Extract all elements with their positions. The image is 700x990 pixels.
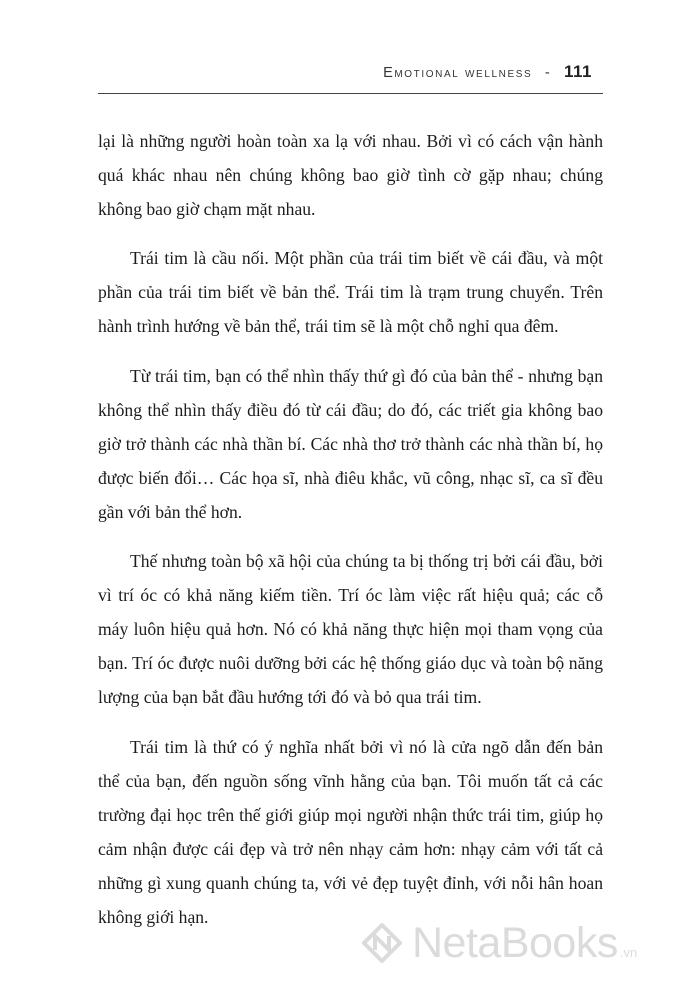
paragraph-2: Trái tim là cầu nối. Một phần của trái tim biết về cái đầu, và một phần của trái tim biết về bản thể. Trái tim là trạm trung chuyển. Trên hành trình hướng về bản thể, trái tim sẽ là một chỗ nghỉ qua đêm. [98, 248, 603, 337]
paragraph-5: Trái tim là thứ có ý nghĩa nhất bởi vì nó là cửa ngõ dẫn đến bản thể của bạn, đến nguồn sống vĩnh hằng của bạn. Tôi muốn tất cả các trường đại học trên thế giới giúp mọi người nhận thức trái tim, giúp họ cảm nhận được cái đẹp và trở nên nhạy cảm hơn: nhạy cảm với tất cả những gì xung quanh chúng ta, với vẻ đẹp tuyệt đỉnh, với nỗi hân hoan không giới hạn. [98, 736, 603, 927]
running-title: Emotional wellness [383, 65, 533, 81]
paragraph-4: Thế nhưng toàn bộ xã hội của chúng ta bị thống trị bởi cái đầu, bởi vì trí óc có khả năng kiếm tiền. Trí óc làm việc rất hiệu quả; các cỗ máy luôn hiệu quả hơn. Nó có khả năng thực hiện mọi tham vọng của bạn. Trí óc được nuôi dưỡng bởi các hệ thống giáo dục và toàn bộ năng lượng của bạn bắt đầu hướng tới đó và bỏ qua trái tim. [98, 551, 603, 708]
header-rule [98, 93, 603, 94]
watermark [362, 916, 637, 970]
paragraph-1: lại là những người hoàn toàn xa lạ với nhau. Bởi vì có cách vận hành quá khác nhau nên chúng không bao giờ tình cờ gặp nhau; chúng không bao giờ chạm mặt nhau. [98, 131, 603, 220]
header-separator: - [544, 65, 552, 81]
watermark-suffix: .vn [619, 945, 638, 960]
running-header [383, 62, 592, 82]
watermark-brand: NetaBooks [412, 918, 618, 967]
body-text [98, 124, 603, 949]
page-number: 111 [564, 62, 592, 81]
paragraph-3: Từ trái tim, bạn có thể nhìn thấy thứ gì đó của bản thể - nhưng bạn không thể nhìn thấy điều đó từ cái đầu; do đó, các triết gia không bao giờ trở thành các nhà thần bí. Các nhà thơ trở thành các nhà thần bí, họ được biến đổi… Các họa sĩ, nhà điêu khắc, vũ công, nhạc sĩ, ca sĩ đều gần với bản thể hơn. [98, 365, 603, 522]
netabooks-logo-icon [362, 923, 402, 963]
